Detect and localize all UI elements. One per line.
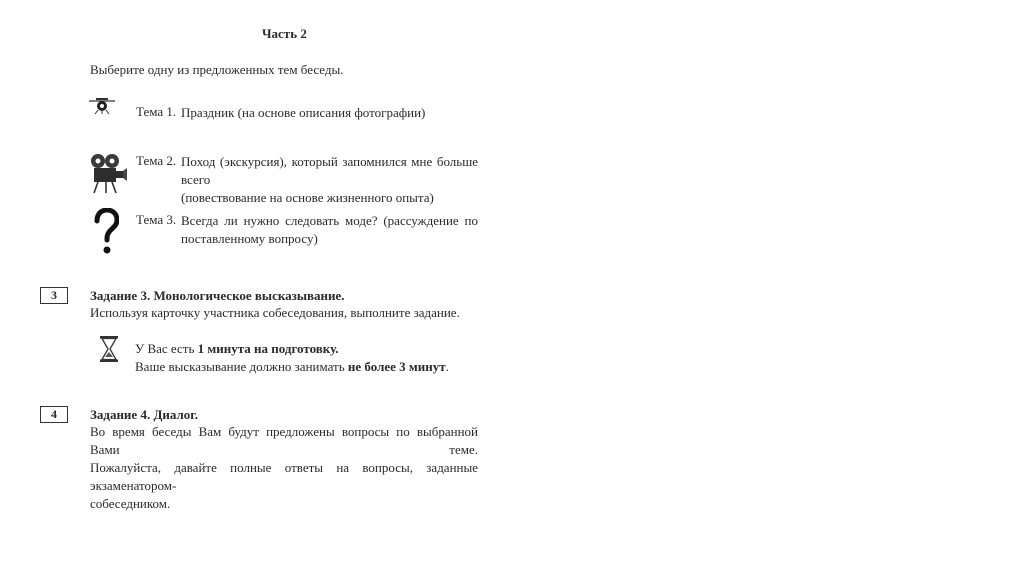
topic-2-label: Тема 2. (136, 153, 177, 168)
hourglass-icon (98, 335, 120, 363)
task-3-body: Используя карточку участника собеседования, выполните задание. (90, 305, 460, 320)
task-4-line1: Во время беседы Вам будут предложены вопросы по выбранной Вами теме. (90, 424, 478, 457)
task-3-number-box: 3 (40, 287, 68, 304)
topic-2-line2: (повествование на основе жизненного опыта) (181, 190, 434, 205)
topic-3-label: Тема 3. (136, 212, 177, 227)
task-4-body (90, 423, 478, 513)
topic-3-text (181, 212, 478, 248)
limit-bold: не более 3 минут (347, 359, 446, 374)
intro-text: Выберите одну из предложенных тем беседы. (90, 62, 344, 77)
topic-1-label: Тема 1. (136, 104, 177, 119)
topic-3-line1: Всегда ли нужно следовать моде? (рассуждение по (181, 213, 478, 228)
topic-3-line2: поставленному вопросу) (181, 231, 318, 246)
task-4-line3: собеседником. (90, 496, 171, 511)
topic-1-line1: Праздник (на основе описания фотографии) (181, 105, 426, 120)
prep-bold: 1 минута на подготовку. (197, 341, 339, 356)
question-mark-icon (93, 208, 119, 256)
task-3-title: Задание 3. Монологическое высказывание. (90, 288, 345, 303)
topic-2-text (181, 153, 478, 207)
time-limit-line (135, 358, 449, 376)
prep-prefix: У Вас есть (135, 341, 198, 356)
limit-suffix: . (445, 359, 449, 374)
task-4-number-box: 4 (40, 406, 68, 423)
topic-1-text (181, 104, 478, 122)
task-4-title: Задание 4. Диалог. (90, 407, 198, 422)
camera-icon (88, 95, 116, 115)
part-title: Часть 2 (262, 26, 307, 41)
topic-2-line1: Поход (экскурсия), который запомнился мне больше всего (181, 154, 478, 187)
prep-time-line (135, 340, 449, 358)
timer-text (135, 340, 449, 376)
limit-prefix: Ваше высказывание должно занимать (135, 359, 348, 374)
task-4-line2: Пожалуйста, давайте полные ответы на вопросы, заданные экзаменатором- (90, 460, 478, 493)
film-projector-icon (88, 152, 128, 194)
